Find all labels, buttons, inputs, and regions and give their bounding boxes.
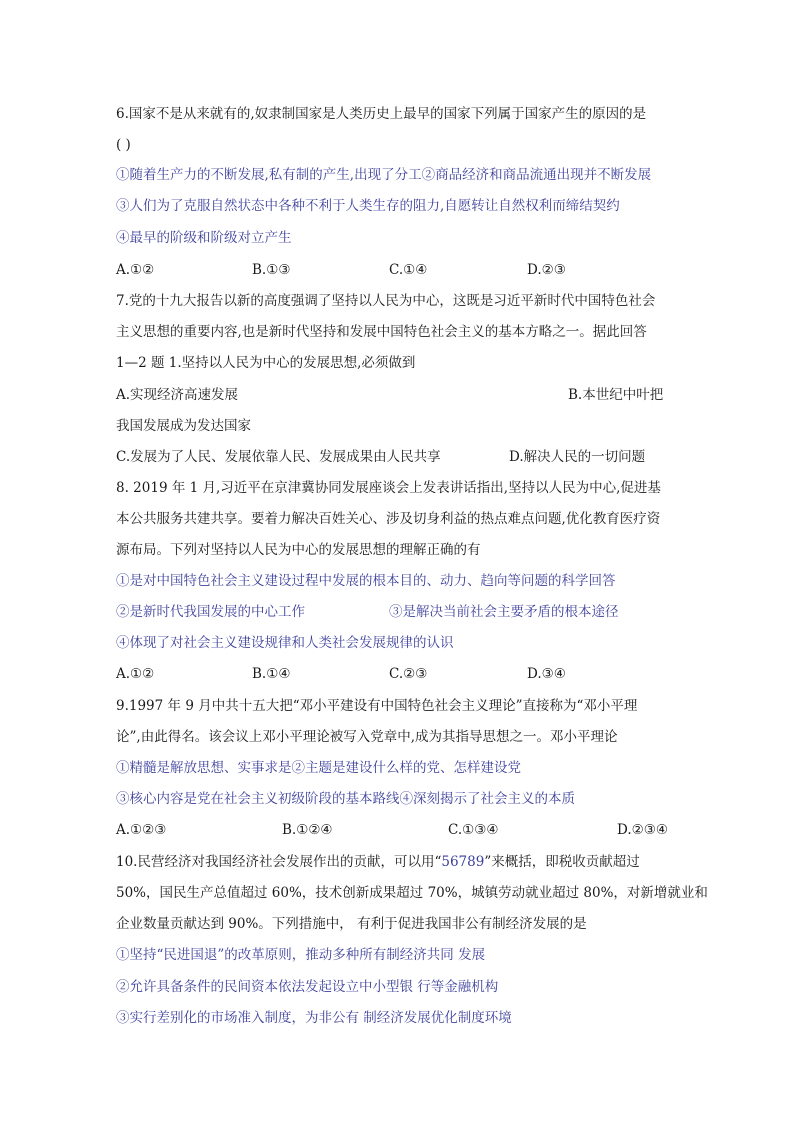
q9-option-b: B.①②④ (282, 822, 333, 838)
q6-stem: 6.国家不是从来就有的,奴隶制国家是人类历史上最早的国家下列属于国家产生的原因的是 (116, 106, 647, 122)
q6-option-a: A.①② (116, 262, 155, 278)
q8-line-1: 8. 2019 年 1 月,习近平在京津冀协同发展座谈会上发表讲话指出,坚持以人民为中心,促进基 (116, 480, 661, 496)
q7-option-b: B.本世纪中叶把 (568, 387, 664, 403)
q10-line-1-start: 10.民营经济对我国经济社会发展作出的贡献，可以用“ (116, 854, 442, 870)
q9-statement-1: ①精髓是解放思想、实事求是②主题是建设什么样的党、怎样建设党 (116, 760, 521, 776)
q10-line-1-end: ”来概括，即税收贡献超过 (484, 854, 640, 870)
q9-option-d: D.②③④ (617, 822, 668, 838)
q8-option-a: A.①② (116, 666, 155, 682)
q8-line-3: 源布局。下列对坚持以人民为中心的发展思想的理解正确的有 (116, 542, 481, 558)
q10-statement-3: ③实行差别化的市场准入制度，为非公有 制经济发展优化制度环境 (116, 1010, 512, 1026)
q8-statement-2: ②是新时代我国发展的中心工作 (116, 604, 305, 620)
q9-option-c: C.①③④ (448, 822, 499, 838)
q6-option-c: C.①④ (389, 262, 428, 278)
q8-statement-4: ④体现了对社会主义建设规律和人类社会发展规律的认识 (116, 635, 454, 651)
q8-option-d: D.③④ (527, 666, 566, 682)
q8-statement-3: ③是解决当前社会主要矛盾的根本途径 (389, 604, 619, 620)
q10-line-1 (116, 853, 640, 871)
q9-line-2: 论”,由此得名。该会议上邓小平理论被写入党章中,成为其指导思想之一。邓小平理论 (116, 729, 618, 745)
q10-statement-1: ①坚持“民进国退”的改革原则，推动多种所有制经济共同 发展 (116, 947, 486, 963)
q6-option-d: D.②③ (527, 262, 566, 278)
q9-line-1: 9.1997 年 9 月中共十五大把“邓小平建设有中国特色社会主义理论”直接称为“邓小平理 (116, 698, 638, 714)
q7-option-a: A.实现经济高速发展 (116, 387, 239, 403)
q7-line-3: 1—2 题 1.坚持以人民为中心的发展思想,必须做到 (116, 355, 416, 371)
q6-statement-1: ①随着生产力的不断发展,私有制的产生,出现了分工②商品经济和商品流通出现并不断发展 (116, 167, 652, 183)
q8-line-2: 本公共服务共建共享。要着力解决百姓关心、涉及切身利益的热点难点问题,优化教育医疗资 (116, 511, 661, 527)
q10-statement-2: ②允许具备条件的民间资本依法发起设立中小型银 行等金融机构 (116, 979, 499, 995)
q6-paren: ( ) (116, 137, 131, 153)
q10-line-2: 50%，国民生产总值超过 60%，技术创新成果超过 70%，城镇劳动就业超过 80%，对新增就业和 (116, 885, 708, 901)
q7-option-c: C.发展为了人民、发展依靠人民、发展成果由人民共享 (116, 449, 441, 465)
q10-line-3: 企业数量贡献达到 90%。下列措施中， 有利于促进我国非公有制经济发展的是 (116, 916, 587, 932)
q8-option-c: C.②③ (389, 666, 428, 682)
q6-option-b: B.①③ (252, 262, 291, 278)
q9-statement-2: ③核心内容是党在社会主义初级阶段的基本路线④深刻揭示了社会主义的本质 (116, 791, 575, 807)
q7-line-1: 7.党的十九大报告以新的高度强调了坚持以人民为中心，这既是习近平新时代中国特色社会 (116, 293, 656, 309)
q7-option-d: D.解决人民的一切问题 (509, 449, 646, 465)
q8-option-b: B.①④ (252, 666, 291, 682)
q6-statement-3: ④最早的阶级和阶级对立产生 (116, 230, 292, 246)
q8-statement-1: ①是对中国特色社会主义建设过程中发展的根本目的、动力、趋向等问题的科学回答 (116, 573, 616, 589)
q9-option-a: A.①②③ (116, 822, 167, 838)
q7-line-2: 主义思想的重要内容,也是新时代坚持和发展中国特色社会主义的基本方略之一。据此回答 (116, 324, 647, 340)
q10-number: 56789 (441, 854, 485, 870)
q6-statement-2: ③人们为了克服自然状态中各种不利于人类生存的阻力,自愿转让自然权利而缔结契约 (116, 198, 620, 214)
q7-option-b-cont: 我国发展成为发达国家 (116, 418, 251, 434)
